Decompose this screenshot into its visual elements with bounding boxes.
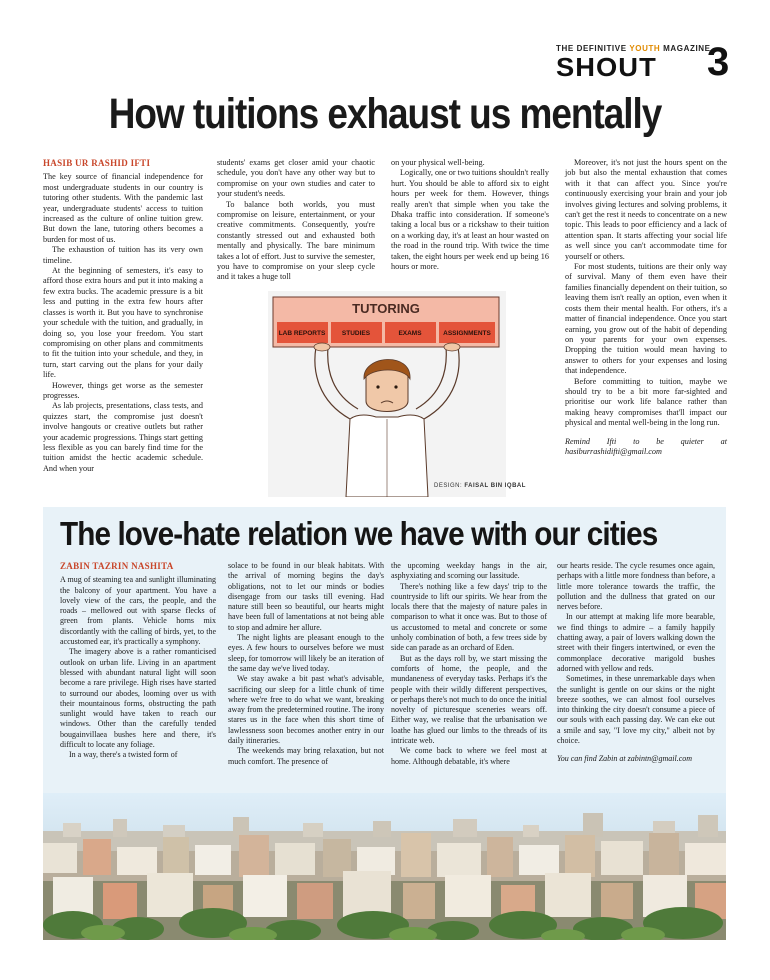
paragraph: In our attempt at making life more bearable, we find things to admire – a family happily chatting away, a pair of lovers walking down the street with their fingers intertwined, or even the commonplace decorative marigold bushes adorned with yellow and reds. [557,612,715,673]
paragraph: But as the days roll by, we start missing the comforts of home, the people, and the mundaneness of everyday tasks. Perhaps it's the people with their wildly different perspectives, or perhaps there's not much to do once the initial novelty of picturesque sceneries wears off. Either way, we realise that the urbanisation we loathe has glued our limbs to the threads of its intricate web. [391,653,547,746]
article2-byline: ZABIN TAZRIN NASHITA [60,561,174,571]
paragraph: students' exams get closer amid your chaotic schedule, you don't have any other way but to compromise on your own studies and cater to your student's needs. [217,158,375,199]
article1-byline: HASIB UR RASHID IFTI [43,158,151,168]
masthead-tagline: THE DEFINITIVE YOUTH MAGAZINE [556,44,711,53]
article1-column-1 [43,158,203,474]
item-assignments: ASSIGNMENTS [443,330,491,337]
paragraph: The key source of financial independence for most undergraduate students in our country is tutoring other students. With the pandemic last year, undergraduate students' access to tuition increased as the culture of online tuition grew. But down the lane, tutoring others becomes a burden for most of us. [43,172,203,244]
paragraph: However, things get worse as the semester progresses. [43,380,203,400]
illustration-credit: DESIGN: FAISAL BIN IQBAL [434,483,526,489]
paragraph: In a way, there's a twisted form of [69,750,178,760]
article1-headline: How tuitions exhaust us mentally [108,90,662,138]
article2-column-4 [557,561,715,765]
paragraph: Sometimes, in these unremarkable days when the sunlight is gentle on our skins or the night breeze soothes, we can almost fool ourselves into thinking the city doesn't consume a piece of our souls with each passing day. We can eke out a smile and say, "I love my city," albeit not by choice. [557,674,715,746]
article2-column-1 [60,561,216,761]
item-lab-reports: LAB REPORTS [278,330,326,337]
article1-column-3 [391,158,549,272]
page-number: 3 [707,40,730,84]
paragraph: The exhaustion of tuition has its very own timeline. [43,245,203,265]
paragraph: Moreover, it's not just the hours spent on the job but also the mental exhaustion that comes with it that can affect you. Since you're continuously exercising your brain and your job involves giving lectures and solving problems, it can't get the rest it needs to concentrate on a new topic. This leads to poor efficiency and a lack of attention span. It starts affecting your social life as well since you can't accommodate time for yourself or others. [565,158,727,261]
item-studies: STUDIES [341,330,371,337]
article1-column-4 [565,158,727,457]
tutoring-illustration [268,291,506,497]
paragraph: solace to be found in our bleak habitats. With the arrival of morning begins the day's obligations, not to let our minds or bodies disengage from our tasks till evening. Had nature still been so beautiful, our hearts might have been full of lamentations at not being able to stop and admire her allure. [228,561,384,632]
paragraph: There's nothing like a few days' trip to the countryside to lift our spirits. We hear from the locals there that the majesty of nature pales in comparison to what it once was. But to those of us accustomed to metal and concrete or some unholy combination of both, a few trees side by side can parade as an orchard of Eden. [391,581,547,653]
tutoring-label: TUTORING [352,301,420,316]
paragraph: The imagery above is a rather romanticised outlook on urban life. Living in an apartment blessed with abundant natural light will soon become a rare privilege. High rises have started to surround our abodes, looming over us with their mountainous forms, obstructing the path sunlight would have taken to reach our windows. Other than the carefully tended bougainvillaea bushes here and there, it's difficult to locate any foliage. [60,647,216,750]
article2-headline: The love-hate relation we have with our cities [60,515,658,552]
paragraph: For most students, tuitions are their only way of survival. Many of them even have their families financially dependent on their tuition, so leaving them isn't really an option, even when it costs them their mental health. For others, it's a matter of financial independence. Once you start earning, you grow out of the habit of depending on your parents for your own expenses. Dropping the tuition would mean having to answer to others for your expenses and losing that independence. [565,262,727,376]
paragraph: To balance both worlds, you must compromise on leisure, entertainment, or your creative commitments. Consequently, you're constantly stressed out and exhausted both mentally and physically. The bare minimum takes a lot of effort. Just to survive the semester, you have to compromise on your sleep cycle and it takes a huge toll [217,199,376,282]
paragraph: As lab projects, presentations, class tests, and quizzes start, the compromise just doesn't involve hangouts or creative outlets but rather your academic progressions. Things start getting less flexible as you can barely find time for the tuition amidst the hectic academic schedule. And when your [43,401,203,473]
paragraph: Before committing to tuition, maybe we should try to be a bit more far-sighted and prioritise our work life balance rather than making heavy compromises that'll impact our physical and mental well-being in the long run. [565,376,727,428]
article2-column-3 [391,561,547,767]
city-skyline-photo [43,793,726,940]
article2-column-2 [228,561,384,767]
paragraph: At the beginning of semesters, it's easy to afford those extra hours and put it into making a few extra bucks. The academic pressure is a bit less and putting in the extra few hours after classes is worth it. But you have to synchronise your schedule with the tuition, and gradually, in doing so, you lose your freedom. You start compromising on other plans and commitments to fit the tuition into your schedule, and they, in turn, start carving out the plans for your daily life. [43,266,203,380]
item-exams: EXAMS [398,330,422,337]
shout-logo: SHOUT [556,52,657,82]
paragraph: Logically, one or two tuitions shouldn't really hurt. You should be able to afford six to eight hours per week for them. However, things really aren't that simple when you take the Dhaka traffic into consideration. If someone's taking a local bus or a rickshaw to their tuition on a working day, it's at least an hour wasted on the road in the round trip. With twice the time taken, the eight hours per week end up being 16 hours or more. [391,168,549,272]
tagline-highlight: YOUTH [629,44,661,53]
paragraph: our hearts reside. The cycle resumes once again, perhaps with a little more fondness than before, a little more tolerance towards the traffic, the pollution and the dullness that grated on our nerves before. [557,561,715,612]
paragraph: We stay awake a bit past what's advisable, sacrificing our sleep for a little chunk of time where we're free to do what we want, breaking away from the predetermined routine. The irony stares us in the face when this short time of lawlessness soon becomes another entry in our daily itineraries. [228,674,384,746]
article2-signoff: You can find Zabin at zabintn@gmail.com [557,754,693,764]
article1-signoff: Remind Ifti to be quieter at hasiburrashidifti@gmail.com [565,436,727,456]
article1-column-2 [217,158,375,283]
paragraph: The weekends may bring relaxation, but not much comfort. The presence of [228,746,384,766]
paragraph: A mug of steaming tea and sunlight illuminating the balcony of your apartment. You have a lovely view of the cars, the people, and the roads – mellowed out with sparse flecks of green from plants. Vehicle horns mix discordantly with the calling of birds, yet, to the accustomed ear, it's practically a symphony. [60,575,216,647]
paragraph: on your physical well-being. [391,158,485,167]
paragraph: The night lights are pleasant enough to the eyes. A few hours to ourselves before we must sleep, for tomorrow will likely be an iteration of the same day we've lived today. [228,633,384,673]
paragraph: the upcoming weekday hangs in the air, asphyxiating and scorning our lassitude. [391,561,547,581]
masthead [556,40,746,84]
paragraph: We come back to where we feel most at home. Although debatable, it's where [391,746,547,766]
